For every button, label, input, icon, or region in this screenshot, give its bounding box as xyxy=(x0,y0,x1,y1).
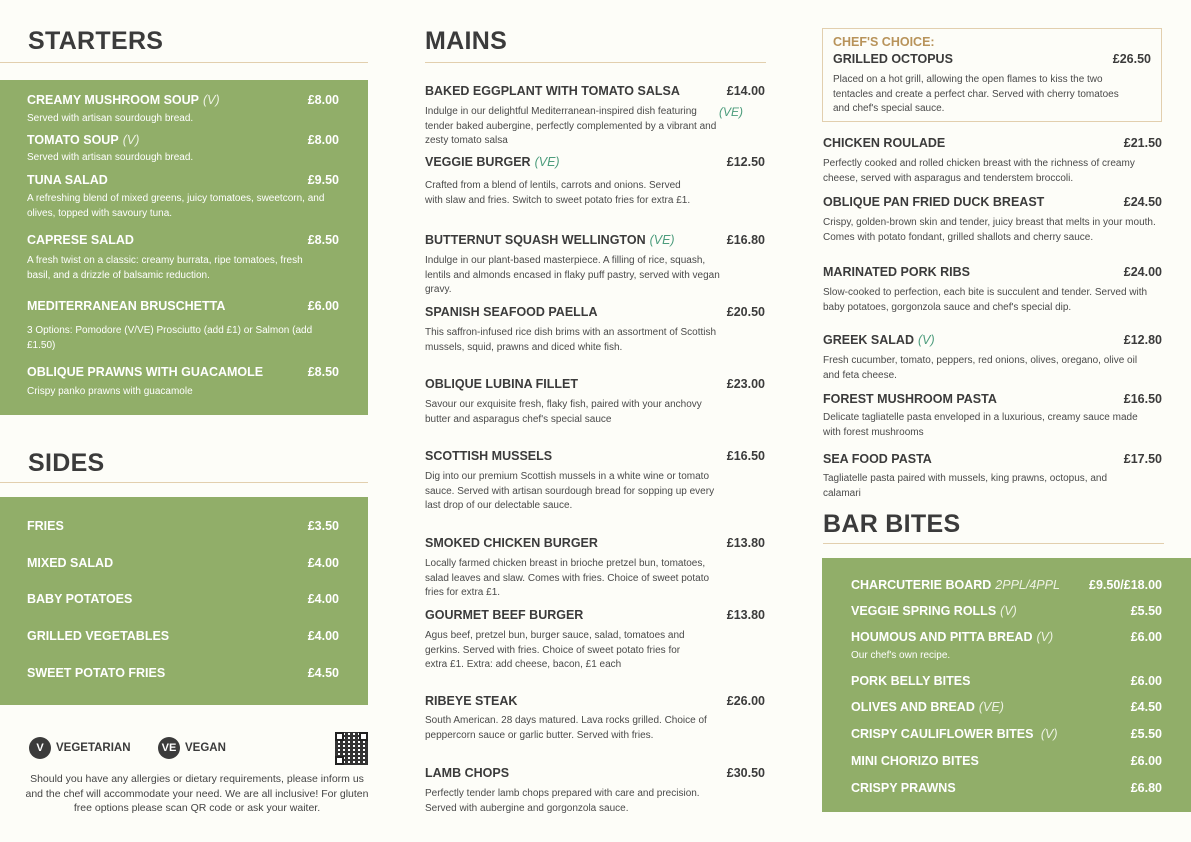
item-name: OBLIQUE LUBINA FILLET xyxy=(425,377,578,391)
diet-tag: (V) xyxy=(1000,604,1017,618)
item-name: MIXED SALAD xyxy=(27,556,114,570)
item-description: Perfectly tender lamb chops prepared with care and precision. Served with aubergine and gorgonzola sauce. xyxy=(425,788,700,814)
item-name: FRIES xyxy=(27,519,64,533)
item-description: Slow-cooked to perfection, each bite is succulent and tender. Served with baby potatoes, gorgonzola sauce and chef's special dip. xyxy=(823,287,1148,313)
item-price: £16.50 xyxy=(1123,392,1162,406)
legend-vegan xyxy=(158,737,226,759)
item-description: Crafted from a blend of lentils, carrots and onions. Served with slaw and fries. Switch to sweet potato fries for extra £1. xyxy=(425,180,691,206)
item-price: £26.00 xyxy=(726,694,765,708)
item-description: Indulge in our plant-based masterpiece. A filling of rice, squash, lentils and almonds encased in flaky puff pastry, served with vegan gravy. xyxy=(425,255,720,295)
item-name: RIBEYE STEAK xyxy=(425,694,518,708)
item-price: £9.50/£18.00 xyxy=(1089,578,1162,592)
item-name: MEDITERRANEAN BRUSCHETTA xyxy=(27,299,226,313)
item-description: Savour our exquisite fresh, flaky fish, paired with your anchovy butter and asparagus chef's special sauce xyxy=(425,399,702,425)
item-name: SWEET POTATO FRIES xyxy=(27,666,166,680)
item-price: £5.50 xyxy=(1130,727,1162,741)
menu-item xyxy=(851,780,1162,796)
item-price: £24.50 xyxy=(1123,195,1162,209)
bar-bites-heading: BAR BITES xyxy=(823,510,961,538)
item-name: CRISPY PRAWNS xyxy=(851,781,956,795)
item-price: £9.50 xyxy=(307,173,339,187)
vegetarian-badge-icon: V xyxy=(29,737,51,759)
menu-item xyxy=(851,753,1162,769)
item-price: £4.00 xyxy=(307,629,339,643)
diet-tag: (VE) xyxy=(534,155,560,169)
item-price: £6.00 xyxy=(1130,754,1162,768)
menu-item xyxy=(425,607,765,623)
menu-item xyxy=(425,154,765,170)
item-price: £5.50 xyxy=(1130,604,1162,618)
diet-tag: (V) xyxy=(203,93,220,107)
item-name: OLIVES AND BREAD xyxy=(851,700,975,714)
item-price: £13.80 xyxy=(726,608,765,622)
item-price: £12.50 xyxy=(726,155,765,169)
item-name: PORK BELLY BITES xyxy=(851,674,971,688)
item-description: South American. 28 days matured. Lava rocks grilled. Choice of peppercorn sauce or garlic butter. Served with fries. xyxy=(425,715,707,741)
qr-code-icon[interactable] xyxy=(335,732,368,765)
item-price: £20.50 xyxy=(726,305,765,319)
item-name: GREEK SALAD xyxy=(823,333,914,347)
item-price: £4.50 xyxy=(307,666,339,680)
item-description: Dig into our premium Scottish mussels in a white wine or tomato sauce. Served with artisan sourdough bread for sopping up every last drop of our delectable sauce. xyxy=(425,471,715,511)
item-price: £12.80 xyxy=(1123,333,1162,347)
menu-item xyxy=(851,726,1162,742)
mains-heading: MAINS xyxy=(425,27,508,55)
item-price: £14.00 xyxy=(726,84,765,98)
sides-heading: SIDES xyxy=(28,449,105,477)
menu-item xyxy=(851,673,1162,689)
item-name: CRISPY CAULIFLOWER BITES xyxy=(851,727,1037,741)
item-description: Agus beef, pretzel bun, burger sauce, salad, tomatoes and gerkins. Served with fries. Choice of sweet potato fries for extra £1. Extra: add cheese, bacon, £1 each xyxy=(425,630,685,670)
item-name: CREAMY MUSHROOM SOUP xyxy=(27,93,200,107)
item-name: CAPRESE SALAD xyxy=(27,233,134,247)
item-price: £8.50 xyxy=(307,233,339,247)
item-price: £4.50 xyxy=(1130,700,1162,714)
menu-item xyxy=(851,577,1162,593)
item-description: Our chef's own recipe. xyxy=(851,650,951,661)
item-name: OBLIQUE PRAWNS WITH GUACAMOLE xyxy=(27,365,264,379)
diet-tag: (V) xyxy=(122,133,140,147)
item-name: VEGGIE SPRING ROLLS xyxy=(851,604,997,618)
menu-item xyxy=(425,232,765,248)
menu-item xyxy=(425,535,765,551)
item-name: MARINATED PORK RIBS xyxy=(823,265,970,279)
menu-item xyxy=(27,628,339,644)
menu-item xyxy=(27,591,339,607)
item-name: CHARCUTERIE BOARD xyxy=(851,578,992,592)
item-price: £30.50 xyxy=(726,766,765,780)
item-name: SEA FOOD PASTA xyxy=(823,452,932,466)
item-name: GOURMET BEEF BURGER xyxy=(425,608,584,622)
item-price: £26.50 xyxy=(1112,52,1151,66)
item-name: LAMB CHOPS xyxy=(425,766,510,780)
legend-label: VEGAN xyxy=(185,742,226,754)
item-name: GRILLED VEGETABLES xyxy=(27,629,170,643)
menu-item xyxy=(425,376,765,392)
item-description: Delicate tagliatelle pasta enveloped in a luxurious, creamy sauce made with forest mushrooms xyxy=(823,412,1138,438)
chefs-choice-label: CHEF'S CHOICE: xyxy=(833,35,935,49)
legend-label: VEGETARIAN xyxy=(56,742,131,754)
diet-tag: 2PPL/4PPL xyxy=(995,578,1060,592)
item-description: Served with artisan sourdough bread. xyxy=(27,152,194,163)
diet-tag: (V) xyxy=(1036,630,1054,644)
item-description: Crispy panko prawns with guacamole xyxy=(27,386,193,397)
legend-vegetarian xyxy=(29,737,131,759)
allergy-note: Should you have any allergies or dietary requirements, please inform us and the chef will accommodate your need. We are all inclusive! For gluten free options please scan QR code or ask your waiter. xyxy=(25,773,369,814)
item-name: FOREST MUSHROOM PASTA xyxy=(823,392,997,406)
item-price: £24.00 xyxy=(1123,265,1162,279)
item-description: Tagliatelle pasta paired with mussels, king prawns, octopus, and calamari xyxy=(823,473,1108,499)
item-price: £6.00 xyxy=(307,299,339,313)
item-name: GRILLED OCTOPUS xyxy=(833,52,953,66)
item-description: Indulge in our delightful Mediterranean-inspired dish featuring tender baked aubergine, perfectly complemented by a vibrant and zesty tomato salsa xyxy=(425,106,717,146)
item-description: Crispy, golden-brown skin and tender, juicy breast that melts in your mouth. Comes with potato fondant, grilled shallots and cherry sauce. xyxy=(823,217,1156,243)
starters-heading: STARTERS xyxy=(28,27,164,55)
vegan-badge-icon: VE xyxy=(158,737,180,759)
menu-item xyxy=(27,665,339,681)
item-name: CHICKEN ROULADE xyxy=(823,136,946,150)
item-price: £8.50 xyxy=(307,365,339,379)
item-name: SPANISH SEAFOOD PAELLA xyxy=(425,305,598,319)
item-description: A fresh twist on a classic: creamy burrata, ripe tomatoes, fresh basil, and a drizzle of balsamic reduction. xyxy=(27,255,303,281)
item-name: BAKED EGGPLANT WITH TOMATO SALSA xyxy=(425,84,680,98)
item-name: TOMATO SOUP xyxy=(27,133,119,147)
item-price: £23.00 xyxy=(726,377,765,391)
item-price: £6.00 xyxy=(1130,674,1162,688)
menu-item xyxy=(27,518,339,534)
menu-item xyxy=(851,629,1162,645)
item-description: Perfectly cooked and rolled chicken breast with the richness of creamy cheese, served with asparagus and tenderstem broccoli. xyxy=(823,158,1135,184)
menu-item xyxy=(425,765,765,781)
item-name: HOUMOUS AND PITTA BREAD xyxy=(851,630,1033,644)
item-price: £6.80 xyxy=(1130,781,1162,795)
item-price: £16.80 xyxy=(726,233,765,247)
item-price: £8.00 xyxy=(307,93,339,107)
item-name: SCOTTISH MUSSELS xyxy=(425,449,553,463)
item-price: £13.80 xyxy=(726,536,765,550)
sides-list xyxy=(27,0,339,842)
item-price: £16.50 xyxy=(726,449,765,463)
item-price: £3.50 xyxy=(307,519,339,533)
item-name: BUTTERNUT SQUASH WELLINGTON xyxy=(425,233,646,247)
menu-item xyxy=(425,304,765,320)
item-price: £21.50 xyxy=(1123,136,1162,150)
item-name: OBLIQUE PAN FRIED DUCK BREAST xyxy=(823,195,1045,209)
item-price: £4.00 xyxy=(307,592,339,606)
menu-item xyxy=(851,603,1162,619)
item-description: Fresh cucumber, tomato, peppers, red onions, olives, oregano, olive oil and feta cheese. xyxy=(823,355,1138,381)
menu-item xyxy=(425,83,765,99)
item-description: 3 Options: Pomodore (V/VE) Prosciutto (add £1) or Salmon (add £1.50) xyxy=(27,325,313,351)
item-price: £8.00 xyxy=(307,133,339,147)
bar-bites-list xyxy=(851,0,1162,842)
item-price: £17.50 xyxy=(1123,452,1162,466)
item-description: Placed on a hot grill, allowing the open flames to kiss the two tentacles and create a perfect char. Served with cherry tomatoes and chef's special sauce. xyxy=(833,74,1119,114)
menu-item xyxy=(851,699,1162,715)
diet-tag: (VE) xyxy=(719,105,743,119)
menu-item xyxy=(425,693,765,709)
menu-item xyxy=(425,448,765,464)
item-description: A refreshing blend of mixed greens, juicy tomatoes, sweetcorn, and olives, topped with savoury tuna. xyxy=(27,193,325,219)
item-description: Locally farmed chicken breast in brioche pretzel bun, tomatoes, salad leaves and slaw. Comes with fries. Choice of sweet potato fries for extra £1. xyxy=(425,558,710,598)
diet-tag: (V) xyxy=(917,333,935,347)
item-name: MINI CHORIZO BITES xyxy=(851,754,979,768)
item-name: TUNA SALAD xyxy=(27,173,108,187)
item-price: £6.00 xyxy=(1130,630,1162,644)
item-description: This saffron-infused rice dish brims with an assortment of Scottish mussels, squid, prawns and diced white fish. xyxy=(425,327,717,353)
menu-item xyxy=(27,555,339,571)
item-name: BABY POTATOES xyxy=(27,592,133,606)
item-price: £4.00 xyxy=(307,556,339,570)
mains-list xyxy=(425,0,765,842)
item-description: Served with artisan sourdough bread. xyxy=(27,113,194,124)
item-name: VEGGIE BURGER xyxy=(425,155,531,169)
diet-tag: (VE) xyxy=(978,700,1004,714)
item-name: SMOKED CHICKEN BURGER xyxy=(425,536,598,550)
diet-tag: (V) xyxy=(1040,727,1058,741)
diet-tag: (VE) xyxy=(649,233,675,247)
